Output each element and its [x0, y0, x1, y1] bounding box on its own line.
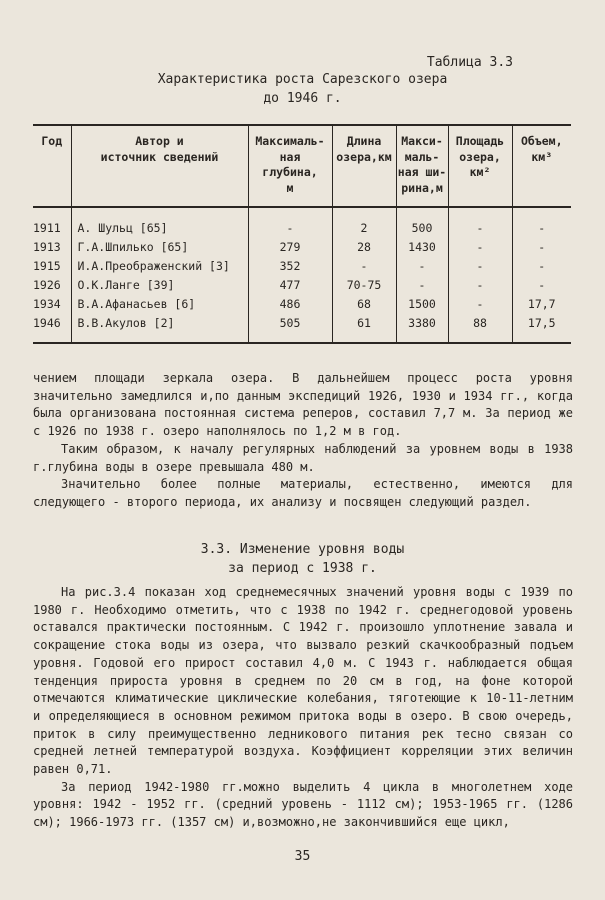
table-row [33, 294, 571, 313]
table-row [33, 207, 571, 237]
cell-volume: - [512, 207, 571, 237]
header-volume: Объем, км³ [512, 125, 571, 207]
cell-length: 2 [332, 207, 396, 237]
table-row [33, 256, 571, 275]
cell-year: 1913 [33, 239, 61, 254]
cell-author: О.К.Ланге [39] [71, 275, 248, 294]
section-heading: 3.3. Изменение уровня воды [200, 542, 405, 557]
cell-area: - [448, 275, 512, 294]
cell-width: - [396, 256, 448, 275]
table-header-row [33, 125, 571, 207]
cell-author: Г.А.Шпилько [65] [71, 237, 248, 256]
cell-year: 1934 [33, 296, 61, 311]
cell-width: 1430 [396, 237, 448, 256]
paragraph: Значительно более полные материалы, естественно, имеются для следующего - второго периода, их анализу и посвящен следующий раздел. [33, 477, 573, 509]
paragraph: чением площади зеркала озера. В дальнейшем процесс роста уровня значительно замедлился и,по данным экспедиций 1926, 1930 и 1934 гг., когда была организована постоянная система реперов, составил 7,7 м. За период же с 1926 по 1938 г. озеро наполнялось по 1,2 м в год. [33, 371, 573, 439]
cell-volume: - [512, 237, 571, 256]
cell-volume: - [512, 256, 571, 275]
cell-length: - [332, 256, 396, 275]
cell-author: В.А.Афанасьев [6] [71, 294, 248, 313]
cell-depth: 279 [248, 237, 332, 256]
cell-year: 1915 [33, 258, 61, 273]
cell-length: 28 [332, 237, 396, 256]
header-area: Площадь озера, км² [448, 125, 512, 207]
cell-depth: - [248, 207, 332, 237]
table-row [33, 275, 571, 294]
paragraph: За период 1942-1980 гг.можно выделить 4 цикла в многолетнем ходе уровня: 1942 - 1952 гг. (средний уровень - 1112 см); 1953-1965 гг. (1286 см); 1966-1973 гг. (1357 см) и,возможно,не закончившийся еще цикл, [33, 779, 573, 830]
cell-author: И.А.Преображенский [3] [71, 256, 248, 275]
cell-depth: 486 [248, 294, 332, 313]
cell-area: - [448, 256, 512, 275]
table-row [33, 313, 571, 343]
cell-length: 68 [332, 294, 396, 313]
cell-author: В.В.Акулов [2] [71, 313, 248, 343]
cell-year: 1911 [33, 220, 61, 235]
cell-depth: 477 [248, 275, 332, 294]
cell-area: - [448, 294, 512, 313]
cell-volume: 17,7 [512, 294, 571, 313]
header-max-width: Макси- маль- ная ши- рина,м [396, 125, 448, 207]
cell-depth: 352 [248, 256, 332, 275]
cell-year: 1926 [33, 277, 61, 292]
cell-area: - [448, 237, 512, 256]
header-author: Автор и источник сведений [71, 125, 248, 207]
cell-width: - [396, 275, 448, 294]
header-max-depth: Максималь- ная глубина, м [248, 125, 332, 207]
cell-width: 1500 [396, 294, 448, 313]
cell-area: - [448, 207, 512, 237]
cell-width: 500 [396, 207, 448, 237]
body-text-bottom [33, 584, 573, 832]
cell-length: 61 [332, 313, 396, 343]
cell-year: 1946 [33, 313, 71, 343]
cell-author: А. Шульц [65] [71, 207, 248, 237]
header-year: Год [33, 125, 71, 207]
table-title-period: до 1946 г. [263, 91, 342, 106]
cell-width: 3380 [396, 313, 448, 343]
body-text-top [33, 370, 573, 512]
cell-volume: 17,5 [512, 313, 571, 343]
header-length: Длина озера,км [332, 125, 396, 207]
cell-volume: - [512, 275, 571, 294]
lake-growth-table [33, 124, 571, 344]
cell-depth: 505 [248, 313, 332, 343]
cell-length: 70-75 [332, 275, 396, 294]
cell-area: 88 [448, 313, 512, 343]
paragraph: Таким образом, к началу регулярных наблюдений за уровнем воды в 1938 г.глубина воды в озере превышала 480 м. [33, 441, 573, 474]
section-heading-period: за период с 1938 г. [228, 561, 377, 576]
table-label: Таблица 3.3 [426, 55, 513, 70]
table-row [33, 237, 571, 256]
page-number: 35 [294, 849, 311, 864]
paragraph: На рис.3.4 показан ход среднемесячных значений уровня воды с 1939 по 1980 г. Необходимо отметить, что с 1938 по 1942 г. среднегодовой уровень оставался практически постоянным. С 1942 г. произошло уплотнение завала и сокращение стока воды из озера, что вызвало резкий скачкообразный подъем уровня. Годовой его прирост составил 4,0 м. С 1943 г. наблюдается общая тенденция прироста уровня в среднем по 20 см в год, на фоне которой отмечаются климатические циклические колебания, тяготеющие к 10-11-летним и определяющиеся в основном режимом притока воды в озеро. В свою очередь, приток в силу преимущественно ледникового питания рек тесно связан со средней летней температурой воздуха. Коэффициент корреляции этих величин равен 0,71. [33, 585, 573, 777]
table-title: Характеристика роста Сарезского озера [157, 72, 448, 87]
